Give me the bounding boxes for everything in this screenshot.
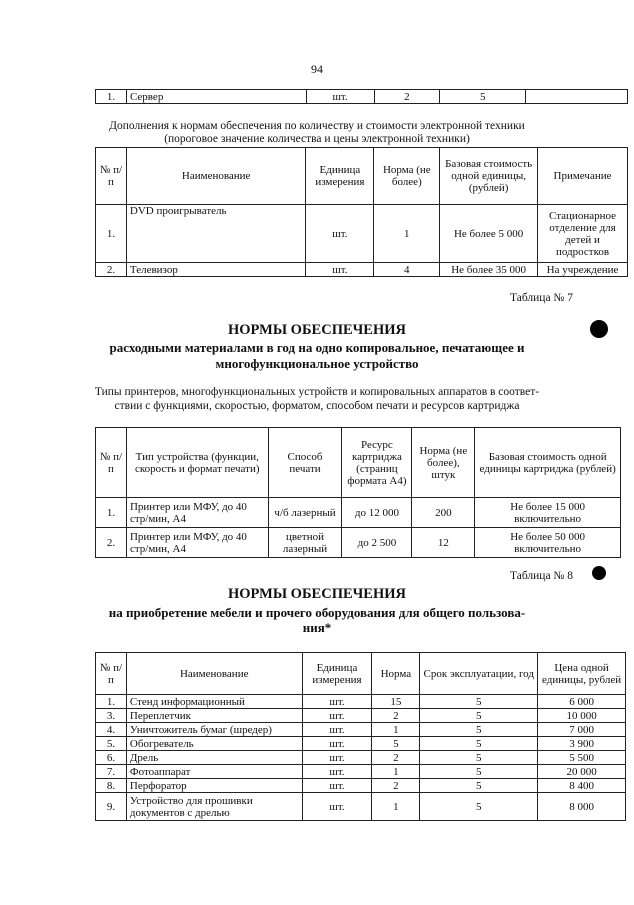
furniture-table xyxy=(95,652,626,821)
row-number: 3. xyxy=(96,709,127,723)
header-unit: Единица измерения xyxy=(302,653,372,695)
row-unit: шт. xyxy=(302,765,372,779)
row-norm: 1 xyxy=(372,793,420,821)
row-number: 5. xyxy=(96,737,127,751)
row-cost: Не более 15 000 включительно xyxy=(475,498,621,528)
section3-title: НОРМЫ ОБЕСПЕЧЕНИЯ xyxy=(228,586,406,602)
row-cost: Не более 5 000 xyxy=(440,205,538,263)
row-life: 5 xyxy=(420,793,538,821)
header-note: Примечание xyxy=(538,148,628,205)
row-number: 1. xyxy=(96,205,127,263)
row-price: 7 000 xyxy=(538,723,626,737)
row-norm: 4 xyxy=(374,263,440,277)
row-method: ч/б лазерный xyxy=(268,498,342,528)
header-name: Наименование xyxy=(126,653,302,695)
row-number: 1. xyxy=(96,498,127,528)
row-life: 5 xyxy=(420,709,538,723)
header-price: Цена одной единицы, рублей xyxy=(538,653,626,695)
table-7-label: Таблица № 7 xyxy=(510,292,574,304)
row-price: 8 400 xyxy=(538,779,626,793)
row-price: 5 500 xyxy=(538,751,626,765)
row-norm: 1 xyxy=(374,205,440,263)
row-norm: 1 xyxy=(372,765,420,779)
row-norm: 5 xyxy=(372,737,420,751)
row-unit: шт. xyxy=(306,263,374,277)
row-name: Сервер xyxy=(126,90,306,104)
row-life: 5 xyxy=(420,779,538,793)
table-header-row xyxy=(96,148,628,205)
row-type: Принтер или МФУ, до 40 стр/мин, А4 xyxy=(126,528,268,558)
row-norm: 2 xyxy=(374,90,440,104)
row-price: 3 900 xyxy=(538,737,626,751)
row-unit: шт. xyxy=(302,779,372,793)
table-row xyxy=(96,498,621,528)
row-life: 5 xyxy=(420,695,538,709)
row-name: Телевизор xyxy=(126,263,306,277)
row-name: Фотоаппарат xyxy=(126,765,302,779)
row-name: Стенд информационный xyxy=(126,695,302,709)
row-norm: 2 xyxy=(372,751,420,765)
row-number: 4. xyxy=(96,723,127,737)
header-number: № п/п xyxy=(96,148,127,205)
row-type: Принтер или МФУ, до 40 стр/мин, А4 xyxy=(126,498,268,528)
header-life: Срок эксплуатации, год xyxy=(420,653,538,695)
header-norm: Норма (не более), штук xyxy=(412,428,475,498)
row-norm: 2 xyxy=(372,709,420,723)
row-norm: 2 xyxy=(372,779,420,793)
section2-desc-line1: Типы принтеров, многофункциональных устройств и копировальных аппаратов в соответ- xyxy=(94,386,540,398)
row-unit: шт. xyxy=(302,695,372,709)
section1-intro-line1: Дополнения к нормам обеспечения по количеству и стоимости электронной техники xyxy=(109,120,525,132)
section3-subtitle-line1: на приобретение мебели и прочего оборудования для общего пользова- xyxy=(108,605,526,620)
row-unit: шт. xyxy=(306,90,374,104)
table-row xyxy=(96,263,628,277)
table-row xyxy=(96,765,626,779)
section2-subtitle-line2: многофункциональное устройство xyxy=(215,356,419,371)
row-number: 8. xyxy=(96,779,127,793)
row-number: 9. xyxy=(96,793,127,821)
row-name: Дрель xyxy=(126,751,302,765)
cartridge-table xyxy=(95,427,621,558)
header-norm: Норма xyxy=(372,653,420,695)
row-number: 1. xyxy=(96,695,127,709)
header-resource: Ресурс картриджа (страниц формата А4) xyxy=(342,428,412,498)
row-unit: шт. xyxy=(302,737,372,751)
header-cost: Базовая стоимость одной единицы картриджа (рублей) xyxy=(475,428,621,498)
header-method: Способ печати xyxy=(268,428,342,498)
row-life: 5 xyxy=(420,765,538,779)
table-header-row xyxy=(96,428,621,498)
table-8-label: Таблица № 8 xyxy=(510,570,574,582)
top-table xyxy=(95,89,628,104)
row-note xyxy=(526,90,628,104)
row-name: Устройство для прошивки документов с дрелью xyxy=(126,793,302,821)
table-row xyxy=(96,779,626,793)
table-row xyxy=(96,751,626,765)
row-number: 7. xyxy=(96,765,127,779)
table-row xyxy=(96,90,628,104)
row-note: Стационарное отделение для детей и подростков xyxy=(538,205,628,263)
row-resource: до 2 500 xyxy=(342,528,412,558)
section1-intro-line2: (пороговое значение количества и цены электронной техники) xyxy=(164,133,470,145)
row-cost: Не более 35 000 xyxy=(440,263,538,277)
row-life: 5 xyxy=(420,737,538,751)
table-row xyxy=(96,695,626,709)
header-name: Наименование xyxy=(126,148,306,205)
row-resource: до 12 000 xyxy=(342,498,412,528)
row-name: Обогреватель xyxy=(126,737,302,751)
table-row xyxy=(96,205,628,263)
row-method: цветной лазерный xyxy=(268,528,342,558)
row-price: 20 000 xyxy=(538,765,626,779)
row-number: 2. xyxy=(96,528,127,558)
row-price: 8 000 xyxy=(538,793,626,821)
header-unit: Единица измерения xyxy=(306,148,374,205)
row-cost: 5 xyxy=(440,90,526,104)
row-life: 5 xyxy=(420,723,538,737)
header-number: № п/п xyxy=(96,428,127,498)
section2-title: НОРМЫ ОБЕСПЕЧЕНИЯ xyxy=(228,322,406,338)
row-name: Перфоратор xyxy=(126,779,302,793)
electronics-table xyxy=(95,147,628,277)
row-name: Уничтожитель бумаг (шредер) xyxy=(126,723,302,737)
header-number: № п/п xyxy=(96,653,127,695)
row-unit: шт. xyxy=(302,723,372,737)
row-price: 10 000 xyxy=(538,709,626,723)
row-unit: шт. xyxy=(302,793,372,821)
table-header-row xyxy=(96,653,626,695)
row-note: На учреждение xyxy=(538,263,628,277)
row-name: Переплетчик xyxy=(126,709,302,723)
row-norm: 15 xyxy=(372,695,420,709)
page-number: 94 xyxy=(311,62,323,76)
row-price: 6 000 xyxy=(538,695,626,709)
row-life: 5 xyxy=(420,751,538,765)
row-cost: Не более 50 000 включительно xyxy=(475,528,621,558)
row-norm: 200 xyxy=(412,498,475,528)
header-norm: Норма (не более) xyxy=(374,148,440,205)
row-unit: шт. xyxy=(302,751,372,765)
row-unit: шт. xyxy=(302,709,372,723)
header-type: Тип устройства (функции, скорость и формат печати) xyxy=(126,428,268,498)
table-row xyxy=(96,709,626,723)
row-norm: 12 xyxy=(412,528,475,558)
row-number: 2. xyxy=(96,263,127,277)
row-norm: 1 xyxy=(372,723,420,737)
table-row xyxy=(96,723,626,737)
punch-hole-mark xyxy=(592,566,606,580)
row-number: 1. xyxy=(96,90,127,104)
row-number: 6. xyxy=(96,751,127,765)
table-row xyxy=(96,737,626,751)
section2-desc-line2: ствии с функциями, скоростью, форматом, способом печати и ресурсов картриджа xyxy=(114,400,520,412)
row-unit: шт. xyxy=(306,205,374,263)
table-row xyxy=(96,528,621,558)
section2-subtitle-line1: расходными материалами в год на одно копировальное, печатающее и xyxy=(109,340,525,355)
header-cost: Базовая стоимость одной единицы, (рублей) xyxy=(440,148,538,205)
table-row xyxy=(96,793,626,821)
row-name: DVD проигрыватель xyxy=(126,205,306,263)
section3-subtitle-line2: ния* xyxy=(302,620,332,635)
